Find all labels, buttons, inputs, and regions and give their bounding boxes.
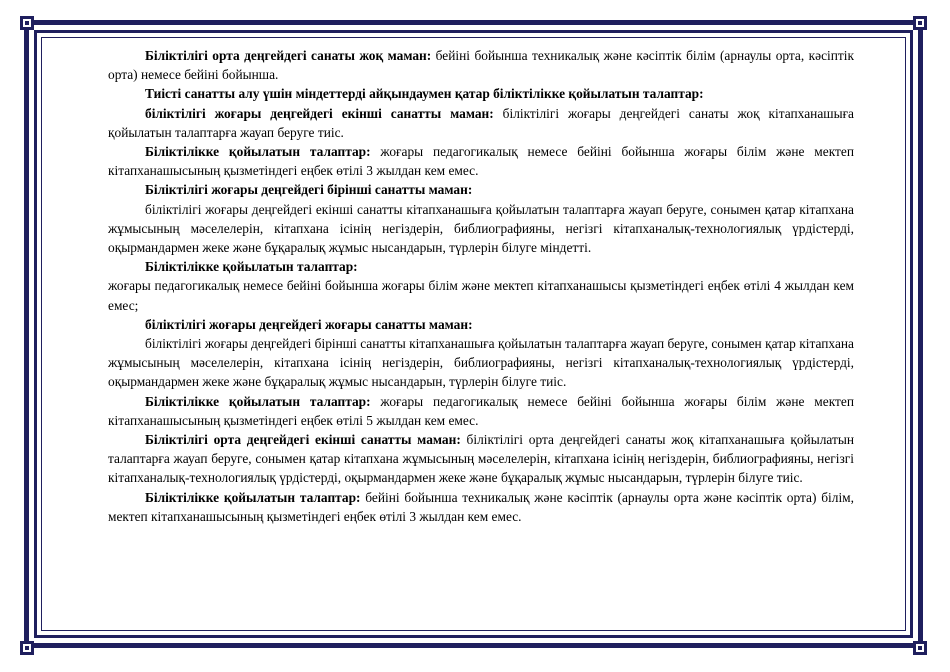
paragraph-heading: Біліктілікке қойылатын талаптар: bbox=[145, 393, 371, 409]
corner-ornament-top-right bbox=[913, 16, 927, 30]
paragraph-text: бейіні бойынша техникалық және кәсіптік білім (арнаулы орта, кәсіптік орта) немесе бейіні бойынша. bbox=[108, 48, 854, 83]
corner-ornament-top-left bbox=[20, 16, 34, 30]
paragraph bbox=[108, 315, 854, 334]
paragraph-text: жоғары педагогикалық немесе бейіні бойынша жоғары білім және мектеп кітапханашысы қызметіндегі еңбек өтілі 4 жылдан кем емес; bbox=[108, 278, 854, 313]
paragraph bbox=[108, 392, 854, 430]
paragraph-text: біліктілігі орта деңгейдегі санаты жоқ кітапханашыға қойылатын талаптарға жауап беруге, сонымен қатар кітапхана жұмысының мәселелерін, кітапхана ісінің негіздерін, библиографияны, негізгі кітапханалық-технологиялық үрдістерді, оқырмандармен жеке және бұқаралық жұмыс нысандарын, түрлерін білуге тиіс. bbox=[108, 432, 854, 486]
paragraph bbox=[108, 276, 854, 314]
paragraph bbox=[108, 104, 854, 142]
paragraph-text: біліктілігі жоғары деңгейдегі екінші санатты кітапханашыға қойылатын талаптарға жауап беруге, сонымен қатар кітапхана жұмысының мәселелерін, кітапхана ісінің негіздерін, библиографияны, негізгі кітапханалық-технологиялық үрдістерді, оқырмандармен жеке және бұқаралық жұмыс нысандарын, түрлерін білуге міндетті. bbox=[108, 201, 854, 256]
paragraph-heading: Біліктілікке қойылатын талаптар: bbox=[145, 489, 361, 505]
paragraph bbox=[108, 142, 854, 180]
paragraph-text: біліктілігі жоғары деңгейдегі бірінші санатты кітапханашыға қойылатын талаптарға жауап беруге, сонымен қатар кітапхана жұмысының мәселелерін, кітапхана ісінің негіздерін, библиографияны, негізгі кітапханалық-технологиялық үрдістерді, оқырмандармен жеке және бұқаралық жұмыс нысандарын, түрлерін білуге тиіс. bbox=[108, 336, 854, 390]
paragraph bbox=[108, 200, 854, 258]
paragraph bbox=[108, 430, 854, 488]
corner-ornament-bottom-right bbox=[913, 641, 927, 655]
paragraph-heading: Біліктілігі орта деңгейдегі санаты жоқ маман: bbox=[145, 48, 432, 63]
paragraph-heading: Біліктілігі жоғары деңгейдегі бірінші санатты маман: bbox=[145, 182, 473, 198]
paragraph-heading: біліктілігі жоғары деңгейдегі жоғары санатты маман: bbox=[145, 316, 473, 332]
paragraph-heading: Біліктілікке қойылатын талаптар: bbox=[145, 144, 371, 160]
paragraph-heading: Біліктілігі орта деңгейдегі екінші санатты маман: bbox=[145, 432, 461, 448]
paragraph bbox=[108, 46, 854, 84]
paragraph bbox=[108, 84, 854, 103]
corner-ornament-bottom-left bbox=[20, 641, 34, 655]
document-body bbox=[108, 46, 854, 526]
paragraph-text: жоғары педагогикалық немесе бейіні бойынша жоғары білім және мектеп кітапханашысының қызметіндегі еңбек өтілі 3 жылдан кем емес. bbox=[108, 144, 854, 179]
paragraph-heading: біліктілігі жоғары деңгейдегі екінші санатты маман: bbox=[145, 105, 494, 121]
paragraph-text: біліктілігі жоғары деңгейдегі санаты жоқ кітапханашыға қойылатын талаптарға жауап беруге тиіс. bbox=[108, 105, 854, 140]
paragraph bbox=[108, 257, 854, 276]
paragraph bbox=[108, 334, 854, 392]
paragraph-text: бейіні бойынша техникалық және кәсіптік (арнаулы орта және кәсіптік орта) білім, мектеп кітапханашысының қызметіндегі еңбек өтілі 3 жылдан кем емес. bbox=[108, 489, 854, 524]
paragraph bbox=[108, 180, 854, 199]
paragraph-heading: Тиісті санатты алу үшін міндеттерді айқындаумен қатар біліктілікке қойылатын талаптар: bbox=[145, 86, 704, 102]
paragraph-text: жоғары педагогикалық немесе бейіні бойынша жоғары білім және мектеп кітапханашысының қызметіндегі еңбек өтілі 5 жылдан кем емес. bbox=[108, 393, 854, 428]
paragraph-heading: Біліктілікке қойылатын талаптар: bbox=[145, 259, 358, 275]
paragraph bbox=[108, 488, 854, 526]
